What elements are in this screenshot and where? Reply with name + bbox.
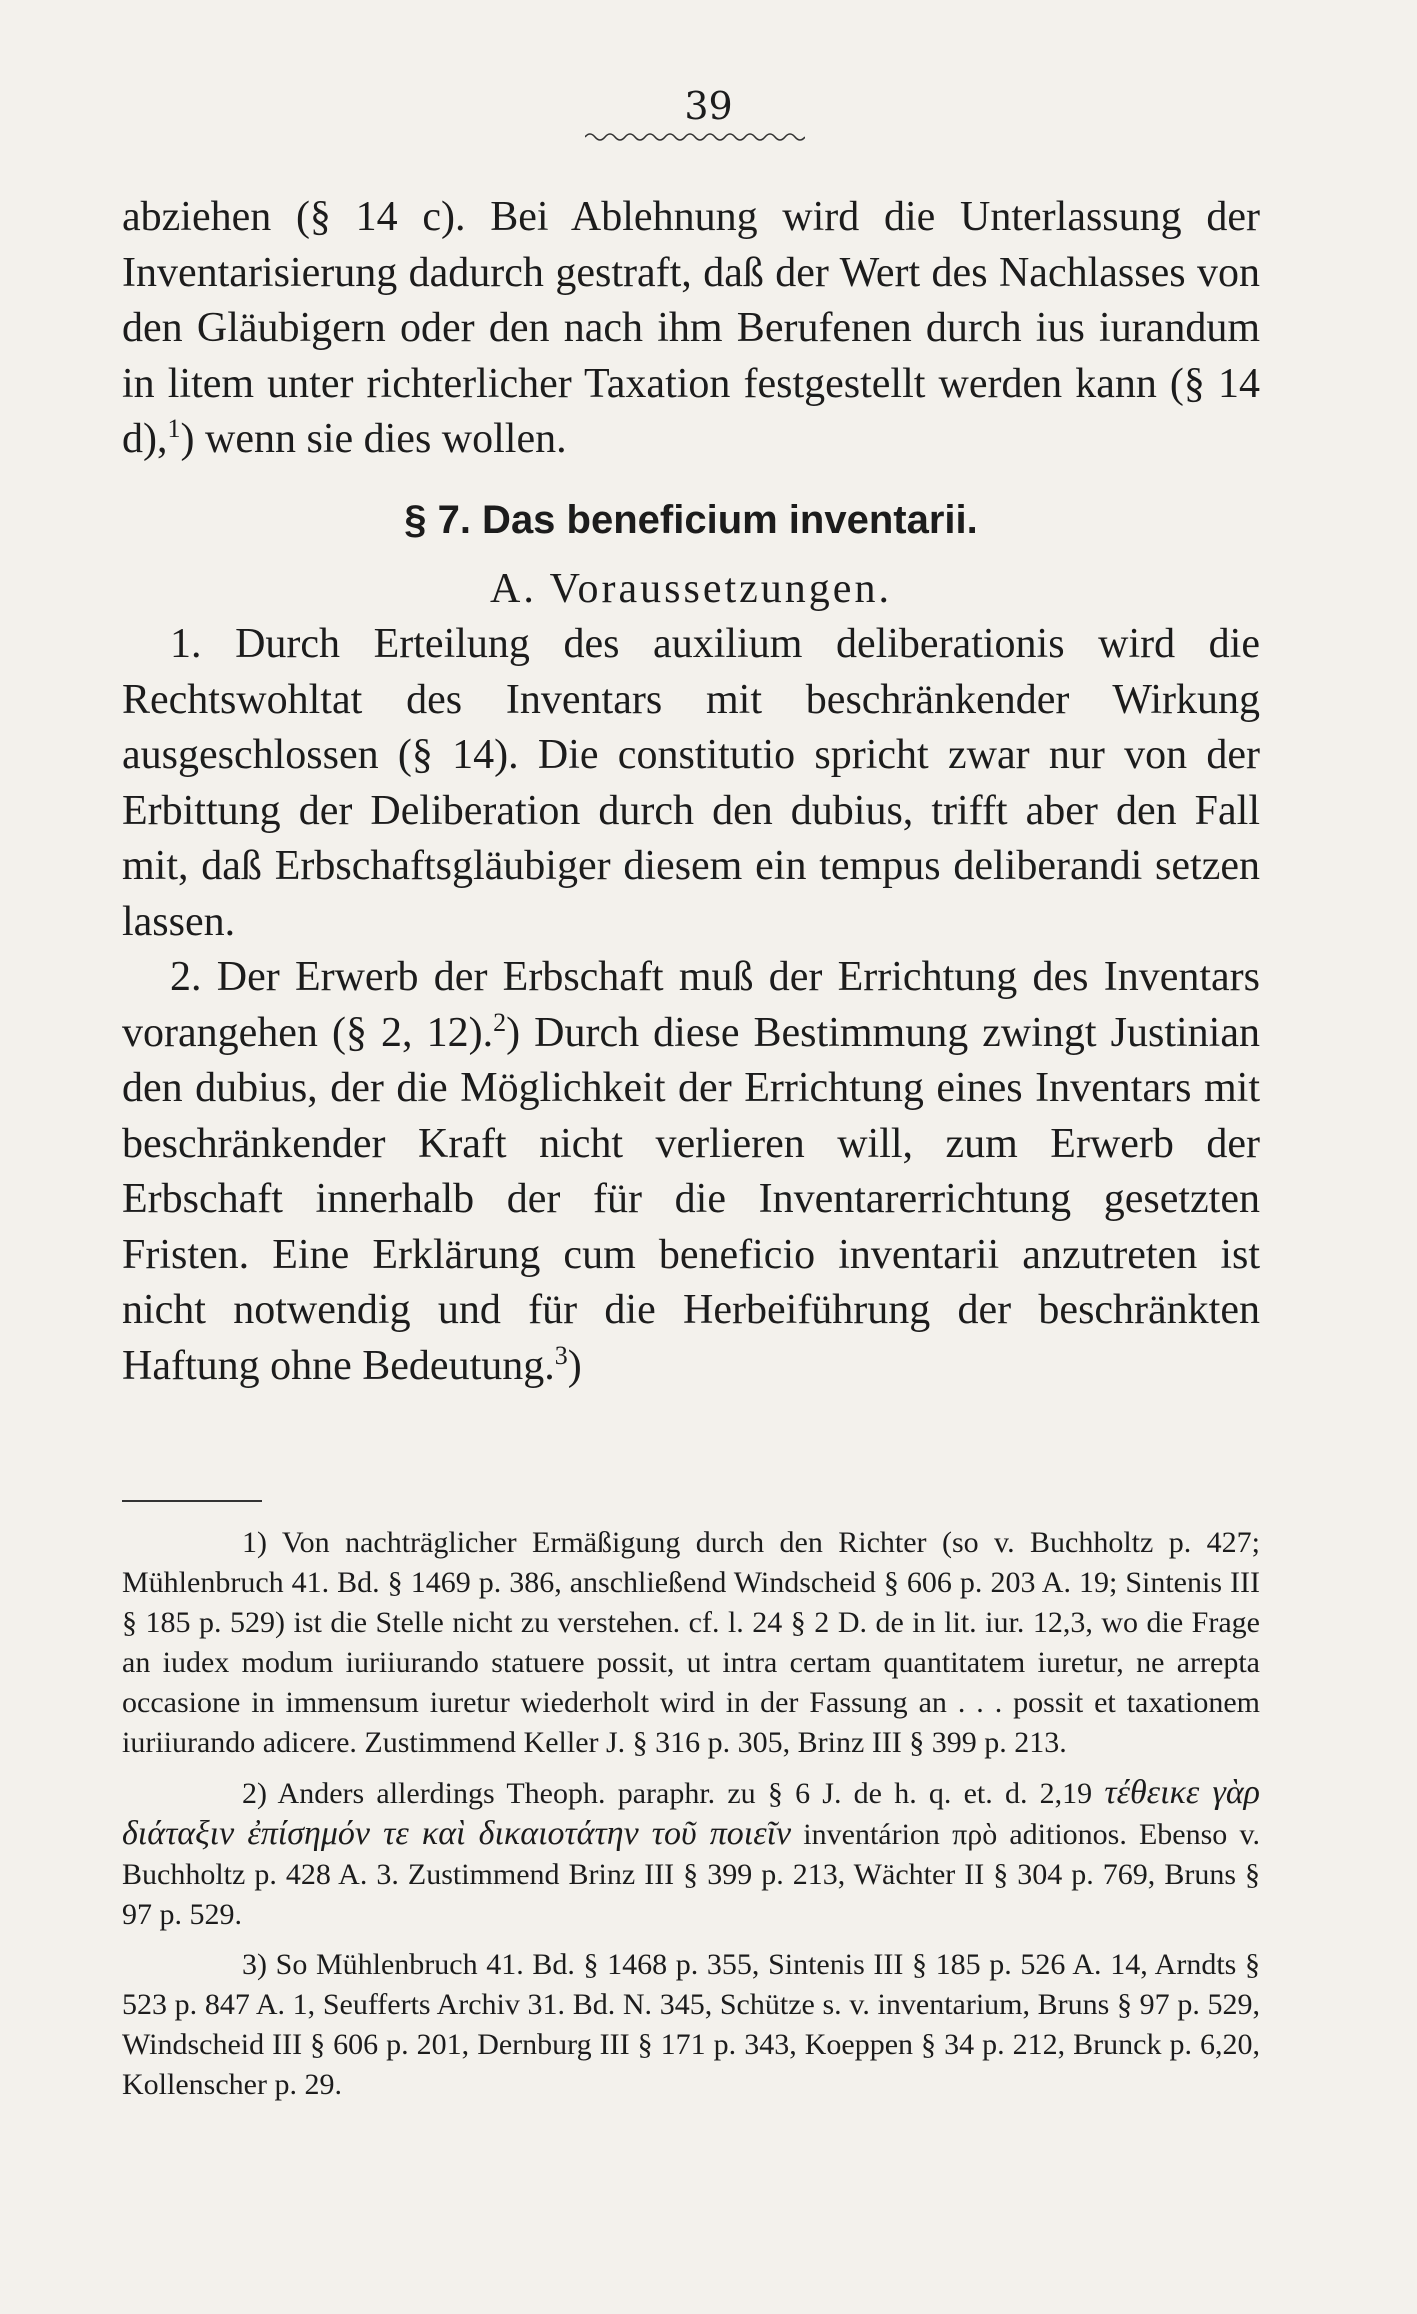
footnotes (122, 1523, 1260, 2105)
footnote-ref-2: 2 (493, 1007, 507, 1037)
section-heading: § 7. Das beneficium inventarii. (404, 497, 978, 542)
intro-text-end: wenn sie dies wollen. (194, 416, 567, 462)
main-text (122, 190, 1260, 1394)
footnote-ref-1: 1 (167, 414, 181, 443)
wavy-ornament-icon (585, 130, 805, 144)
paragraph-1: 1. Durch Erteilung des auxilium deliberationis wird die Rechtswohltat des Inventars mit beschränkender Wirkung ausgeschlossen (§ 14). Die constitutio spricht zwar nur von der Erbittung der Deliberation durch den dubius, trifft aber den Fall mit, daß Erbschaftsgläubiger diesem ein tempus deliberandi setzen lassen. (122, 621, 1260, 945)
footnote-1: 1) Von nachträglicher Ermäßigung durch den Richter (so v. Buchholtz p. 427; Mühlenbruch 41. Bd. § 1469 p. 386, anschließend Windscheid § 606 p. 203 A. 19; Sintenis III § 185 p. 529) ist die Stelle nicht zu verstehen. cf. l. 24 § 2 D. de in lit. iur. 12,3, wo die Frage an iudex modum iuriiurando statuere possit, ut intra certam quantitatem iuretur, ne arrepta occasione in immensum iuretur wiederholt wird in der Fassung an . . . possit et taxationem iuriiurando adicere. Zustimmend Keller J. § 316 p. 305, Brinz III § 399 p. 213. (122, 1526, 1260, 1759)
page-number: 39 (684, 84, 733, 128)
footnote-ref-3: 3 (554, 1340, 568, 1370)
footnote-divider (122, 1500, 262, 1502)
intro-text: abziehen (§ 14 c). Bei Ablehnung wird die Unterlassung der Inventarisierung dadurch gestraft, daß der Wert des Nachlasses von den Gläubigern oder den nach ihm Berufenen durch ius iurandum in litem unter richterlicher Taxation festgestellt werden kann (§ 14 d), (122, 194, 1260, 462)
footnote-2 (122, 1773, 1260, 1935)
paragraph-2-text-b: Durch diese Bestimmung zwingt Justinian den dubius, der die Möglichkeit der Errichtung eines Inventars mit beschränkender Kraft nicht verlieren will, zum Erwerb der Erbschaft innerhalb der für die Inventarerrichtung gesetzten Fristen. Eine Erklärung cum beneficio inventarii anzutreten ist nicht notwendig und für die Herbeiführung der beschränkten Haftung ohne Bedeutung. (122, 1009, 1260, 1389)
footnote-2-text-b: inventárion πρὸ aditionos. Ebenso v. Buchholtz p. 428 A. 3. Zustimmend Brinz III § 399 p. 213, Wächter II § 304 p. 769, Bruns § 97 p. 529. (122, 1818, 1260, 1931)
footnote-2-greek: τέθεικε γὰρ διάταξιν ἐπίσημόν τε καὶ δικαιοτάτην τοῦ ποιεῖν (122, 1774, 1261, 1852)
footnote-2-text-a: 2) Anders allerdings Theoph. paraphr. zu § 6 J. de h. q. et. d. 2,19 (242, 1777, 1093, 1810)
subheading: A. Voraussetzungen. (490, 565, 892, 612)
intro-paragraph: abziehen (§ 14 c). Bei Ablehnung wird die Unterlassung der Inventarisierung dadurch gestraft, daß der Wert des Nachlasses von den Gläubigern oder den nach ihm Berufenen durch ius iurandum in litem unter richterlicher Taxation festgestellt werden kann (§ 14 d),$^1$) wenn sie dies wollen. (122, 194, 1260, 462)
footnote-3: 3) So Mühlenbruch 41. Bd. § 1468 p. 355, Sintenis III § 185 p. 526 A. 14, Arndts § 523 p. 847 A. 1, Seufferts Archiv 31. Bd. N. 345, Schütze s. v. inventarium, Bruns § 97 p. 529, Windscheid III § 606 p. 201, Dernburg III § 171 p. 343, Koeppen § 34 p. 212, Brunck p. 6,20, Kollenscher p. 29. (122, 1948, 1260, 2101)
paragraph-2-end: ) (567, 1342, 582, 1389)
paragraph-2: 2. Der Erwerb der Erbschaft muß der Errichtung des Inventars vorangehen (§ 2, 12).$^2$) Durch diese Bestimmung zwingt Justinian den dubius, der die Möglichkeit der Errichtung eines Inventars mit beschränkender Kraft nicht verlieren will, zum Erwerb der Erbschaft innerhalb der für die Inventarerrichtung gesetzten Fristen. Eine Erklärung cum beneficio inventarii anzutreten ist nicht notwendig und für die Herbeiführung der beschränkten Haftung ohne Bedeutung.$^3$) (122, 954, 1260, 1389)
paragraph-2-text-a: 2. Der Erwerb der Erbschaft muß der Errichtung des Inventars vorangehen (§ 2, 12). (122, 954, 1260, 1056)
